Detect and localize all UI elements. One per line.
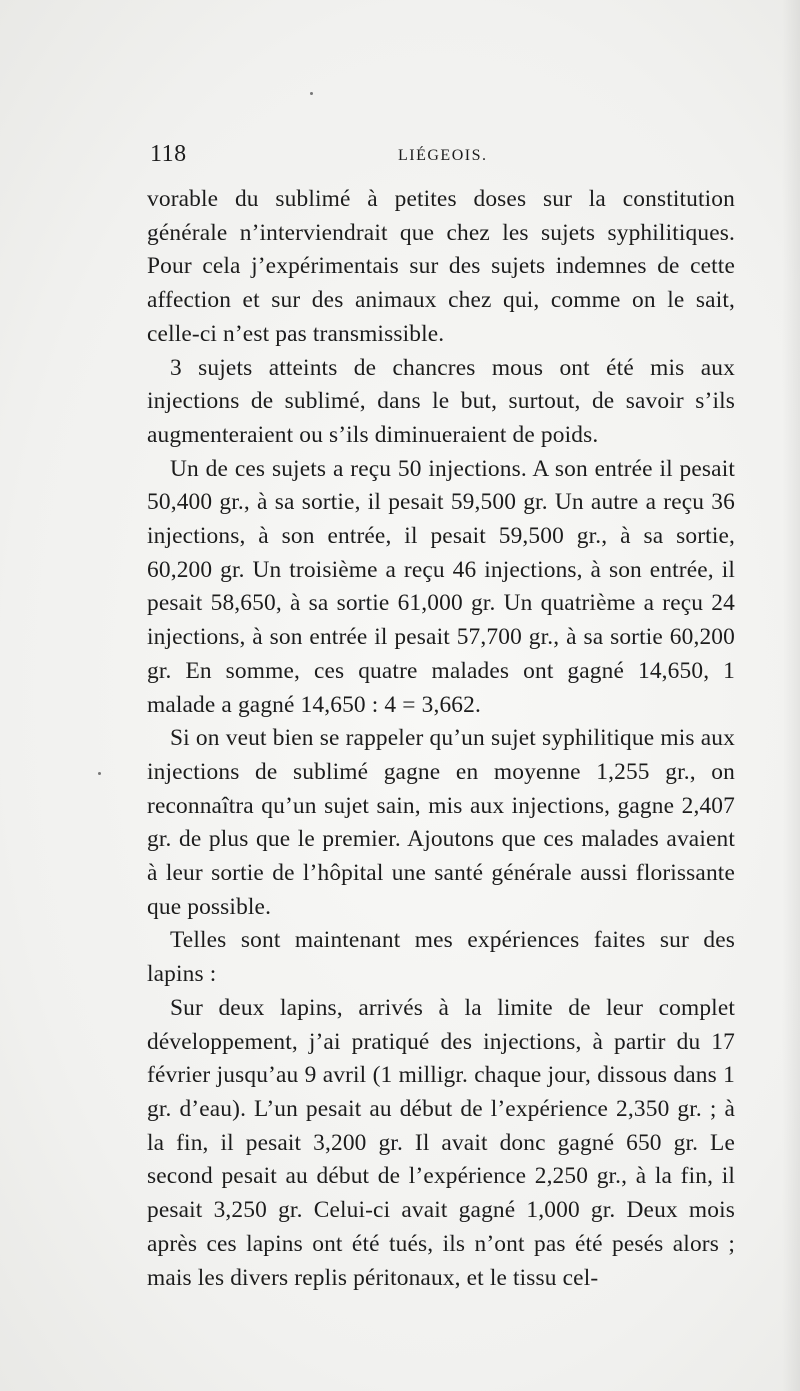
body-text	[147, 183, 735, 1295]
page-number: 118	[150, 141, 187, 167]
paragraph: Si on veut bien se rappeler qu’un sujet syphilitique mis aux injections de sublimé gagne en moyenne 1,255 gr., on reconnaîtra qu’un sujet sain, mis aux injections, gagne 2,407 gr. de plus que le premier. Ajoutons que ces malades avaient à leur sortie de l’hôpital une santé générale aussi florissante que possible.	[147, 725, 735, 920]
paragraph: vorable du sublimé à petites doses sur la constitution générale n’interviendrait que chez les sujets syphilitiques. Pour cela j’expérimentais sur des sujets indemnes de cette affection et sur des animaux chez qui, comme on le sait, celle-ci n’est pas transmissible.	[147, 186, 735, 347]
print-speck	[310, 92, 313, 95]
paragraph: 3 sujets atteints de chancres mous ont été mis aux injections de sublimé, dans le but, surtout, de savoir s’ils augmenteraient ou s’ils diminueraient de poids.	[147, 354, 735, 448]
page-edge-shadow	[782, 0, 800, 1391]
paragraph: Sur deux lapins, arrivés à la limite de leur complet développement, j’ai pratiqué des injections, à partir du 17 février jusqu’au 9 avril (1 milligr. chaque jour, dissous dans 1 gr. d’eau). L’un pesait au début de l’expérience 2,350 gr. ; à la fin, il pesait 3,200 gr. Il avait donc gagné 650 gr. Le second pesait au début de l’expérience 2,250 gr., à la fin, il pesait 3,250 gr. Celui-ci avait gagné 1,000 gr. Deux mois après ces lapins ont été tués, ils n’ont pas été pesés alors ; mais les divers replis péritonaux, et le tissu cel-	[147, 994, 735, 1291]
page-header	[150, 141, 740, 171]
print-speck	[98, 772, 101, 775]
paragraph: Un de ces sujets a reçu 50 injections. A son entrée il pesait 50,400 gr., à sa sortie, il pesait 59,500 gr. Un autre a reçu 36 injections, à son entrée, il pesait 59,500 gr., à sa sortie, 60,200 gr. Un troisième a reçu 46 injections, à son entrée, il pesait 58,650, à sa sortie 61,000 gr. Un quatrième a reçu 24 injections, à son entrée il pesait 57,700 gr., à sa sortie 60,200 gr. En somme, ces quatre malades ont gagné 14,650, 1 malade a gagné 14,650 : 4 = 3,662.	[147, 455, 735, 718]
paragraph: Telles sont maintenant mes expériences faites sur des lapins :	[147, 927, 735, 988]
running-head: LIÉGEOIS.	[398, 147, 488, 164]
